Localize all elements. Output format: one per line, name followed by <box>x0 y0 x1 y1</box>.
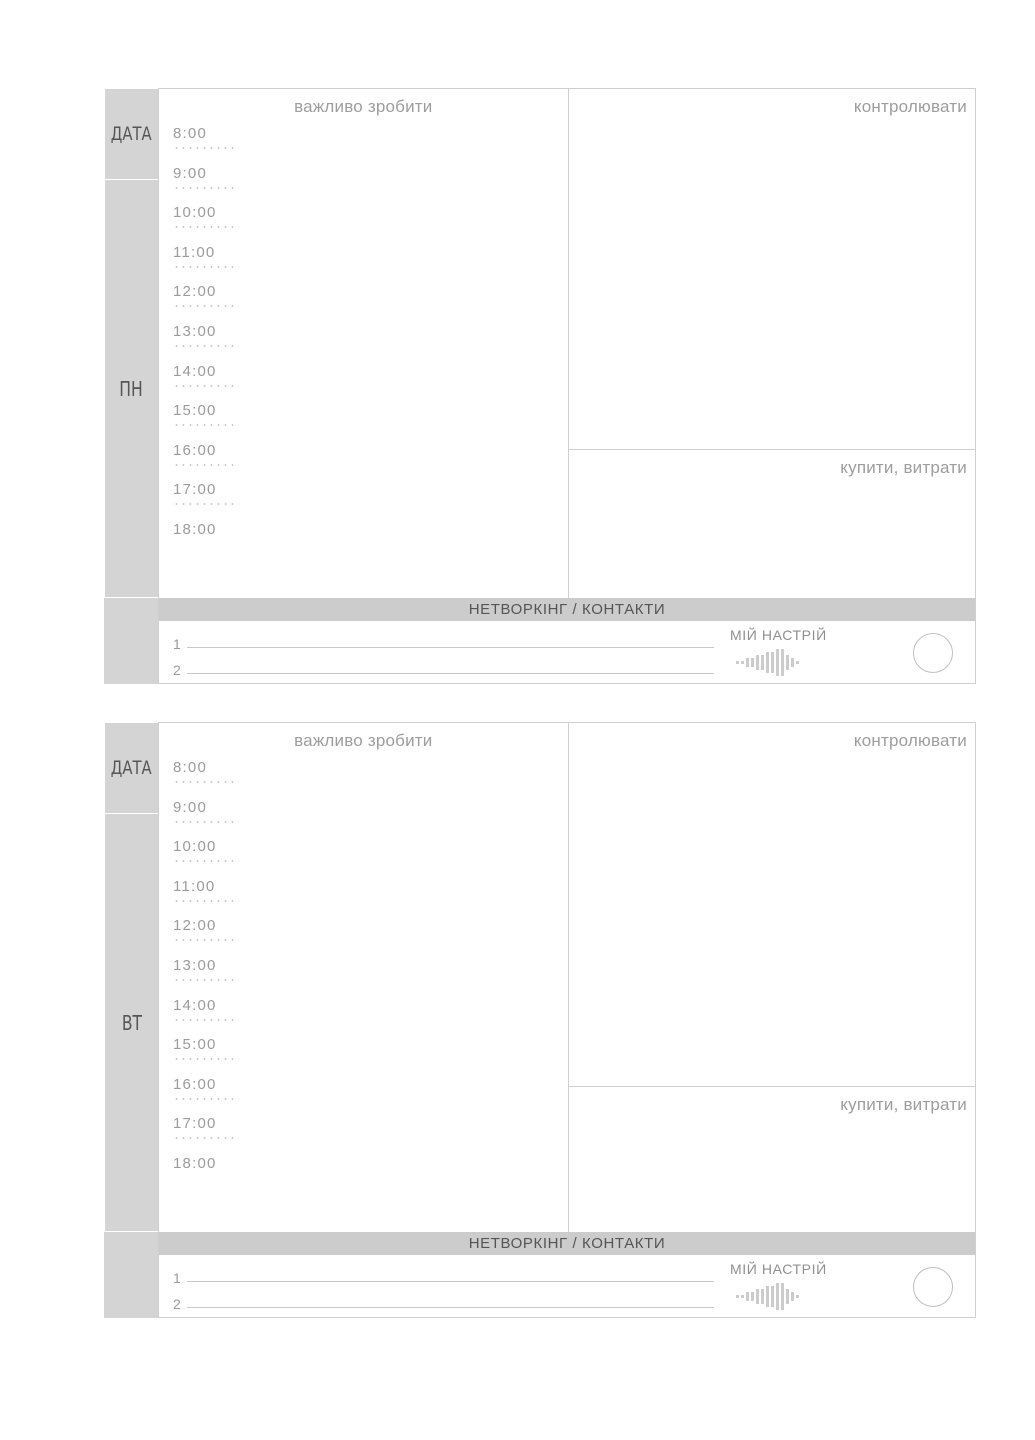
sidebar-footer <box>104 598 158 684</box>
planner-layout <box>104 88 976 684</box>
hour-dotted-line <box>173 1058 239 1060</box>
hour-row[interactable] <box>159 957 568 997</box>
hour-row[interactable] <box>159 125 568 165</box>
upper-section <box>158 722 976 1232</box>
sidebar-footer <box>104 1232 158 1318</box>
buy-title: купити, витрати <box>840 1094 967 1114</box>
hour-row[interactable] <box>159 1155 568 1195</box>
hour-label: 9:00 <box>173 164 207 182</box>
hour-row[interactable] <box>159 244 568 284</box>
hour-row[interactable] <box>159 323 568 363</box>
hour-label: 14:00 <box>173 362 217 380</box>
hour-label: 16:00 <box>173 1075 217 1093</box>
hour-row[interactable] <box>159 1115 568 1155</box>
contact-row[interactable] <box>173 1260 714 1286</box>
hour-row[interactable] <box>159 799 568 839</box>
date-label: ДАТА <box>111 757 152 779</box>
mood-circle[interactable] <box>913 1267 953 1307</box>
networking-bar <box>158 1232 976 1255</box>
bottom-section <box>158 1255 976 1318</box>
mood-section <box>722 1255 975 1317</box>
hour-row[interactable] <box>159 1076 568 1116</box>
hour-row[interactable] <box>159 521 568 561</box>
hour-row[interactable] <box>159 363 568 403</box>
plus-pattern-icon <box>734 647 830 681</box>
control-section[interactable] <box>569 723 975 1087</box>
hour-row[interactable] <box>159 204 568 244</box>
buy-expenses-section[interactable] <box>569 450 975 598</box>
hour-dotted-line <box>173 226 239 228</box>
hour-label: 10:00 <box>173 838 217 856</box>
hour-dotted-line <box>173 464 239 466</box>
important-todo-column[interactable] <box>159 723 569 1232</box>
right-column <box>569 723 975 1232</box>
contact-number: 1 <box>173 1270 181 1286</box>
sidebar <box>104 722 158 1318</box>
hour-label: 12:00 <box>173 283 217 301</box>
hour-row[interactable] <box>159 481 568 521</box>
control-title: контролювати <box>853 97 967 116</box>
hour-label: 8:00 <box>173 759 207 776</box>
contacts-list[interactable] <box>159 621 722 683</box>
hour-dotted-line <box>173 305 239 307</box>
hour-dotted-line <box>173 385 239 387</box>
important-title: важливо зробити <box>294 731 433 750</box>
hour-dotted-line <box>173 345 239 347</box>
hour-row[interactable] <box>159 917 568 957</box>
hour-dotted-line <box>173 1137 239 1139</box>
hour-dotted-line <box>173 1019 239 1021</box>
hour-label: 12:00 <box>173 917 217 935</box>
hour-label: 15:00 <box>173 402 217 420</box>
hour-label: 9:00 <box>173 798 207 816</box>
control-section[interactable] <box>569 89 975 450</box>
hour-label: 18:00 <box>173 1154 217 1172</box>
contact-write-line[interactable] <box>187 673 714 674</box>
hour-label: 17:00 <box>173 481 217 499</box>
right-column <box>569 89 975 598</box>
contact-write-line[interactable] <box>187 1281 714 1282</box>
date-label-box[interactable] <box>104 722 158 814</box>
upper-section <box>158 88 976 598</box>
hour-label: 14:00 <box>173 996 217 1014</box>
contact-write-line[interactable] <box>187 647 714 648</box>
hour-row[interactable] <box>159 402 568 442</box>
sidebar <box>104 88 158 684</box>
date-label-box[interactable] <box>104 88 158 180</box>
planner-page-monday <box>104 88 976 684</box>
buy-expenses-section[interactable] <box>569 1087 975 1232</box>
hour-label: 11:00 <box>173 243 216 261</box>
contact-number: 2 <box>173 662 181 678</box>
buy-title: купити, витрати <box>840 458 967 478</box>
mood-circle[interactable] <box>913 633 953 673</box>
hour-dotted-line <box>173 860 239 862</box>
hour-dotted-line <box>173 979 239 981</box>
networking-title: НЕТВОРКІНГ / КОНТАКТИ <box>468 1235 666 1252</box>
contact-row[interactable] <box>173 652 714 678</box>
hour-row[interactable] <box>159 283 568 323</box>
bottom-section <box>158 621 976 684</box>
contact-row[interactable] <box>173 626 714 652</box>
networking-title: НЕТВОРКІНГ / КОНТАКТИ <box>468 601 666 618</box>
day-label-box <box>104 814 158 1232</box>
hour-row[interactable] <box>159 759 568 799</box>
content-column <box>158 88 976 684</box>
hour-label: 8:00 <box>173 125 207 142</box>
hour-dotted-line <box>173 821 239 823</box>
hour-dotted-line <box>173 187 239 189</box>
hour-dotted-line <box>173 266 239 268</box>
hour-label: 17:00 <box>173 1115 217 1133</box>
content-column <box>158 722 976 1318</box>
hour-label: 18:00 <box>173 520 217 538</box>
important-todo-column[interactable] <box>159 89 569 598</box>
contact-row[interactable] <box>173 1286 714 1312</box>
contact-number: 1 <box>173 636 181 652</box>
hour-row[interactable] <box>159 165 568 205</box>
hour-label: 11:00 <box>173 877 216 895</box>
mood-title: МІЙ НАСТРІЙ <box>730 627 827 643</box>
hour-label: 13:00 <box>173 322 217 340</box>
hour-dotted-line <box>173 503 239 505</box>
mood-title: МІЙ НАСТРІЙ <box>730 1261 827 1277</box>
hour-label: 13:00 <box>173 956 217 974</box>
hour-dotted-line <box>173 147 239 149</box>
mood-section <box>722 621 975 683</box>
planner-page-tuesday <box>104 722 976 1318</box>
day-label-box <box>104 180 158 598</box>
hour-label: 15:00 <box>173 1036 217 1054</box>
hour-label: 10:00 <box>173 204 217 222</box>
hour-dotted-line <box>173 424 239 426</box>
contact-number: 2 <box>173 1296 181 1312</box>
date-label: ДАТА <box>111 123 152 145</box>
hour-label: 16:00 <box>173 441 217 459</box>
hours-list <box>159 755 568 1232</box>
important-title: важливо зробити <box>294 97 433 116</box>
planner-layout <box>104 722 976 1318</box>
hour-row[interactable] <box>159 838 568 878</box>
hours-list <box>159 121 568 598</box>
day-label: ВТ <box>121 1010 142 1035</box>
contacts-list[interactable] <box>159 1255 722 1317</box>
hour-row[interactable] <box>159 442 568 482</box>
plus-pattern-icon <box>734 1281 830 1315</box>
hour-dotted-line <box>173 939 239 941</box>
hour-dotted-line <box>173 1098 239 1100</box>
hour-row[interactable] <box>159 1036 568 1076</box>
hour-dotted-line <box>173 900 239 902</box>
networking-bar <box>158 598 976 621</box>
contact-write-line[interactable] <box>187 1307 714 1308</box>
day-label: ПН <box>119 376 144 401</box>
control-title: контролювати <box>853 731 967 750</box>
hour-row[interactable] <box>159 878 568 918</box>
hour-row[interactable] <box>159 997 568 1037</box>
hour-dotted-line <box>173 781 239 783</box>
